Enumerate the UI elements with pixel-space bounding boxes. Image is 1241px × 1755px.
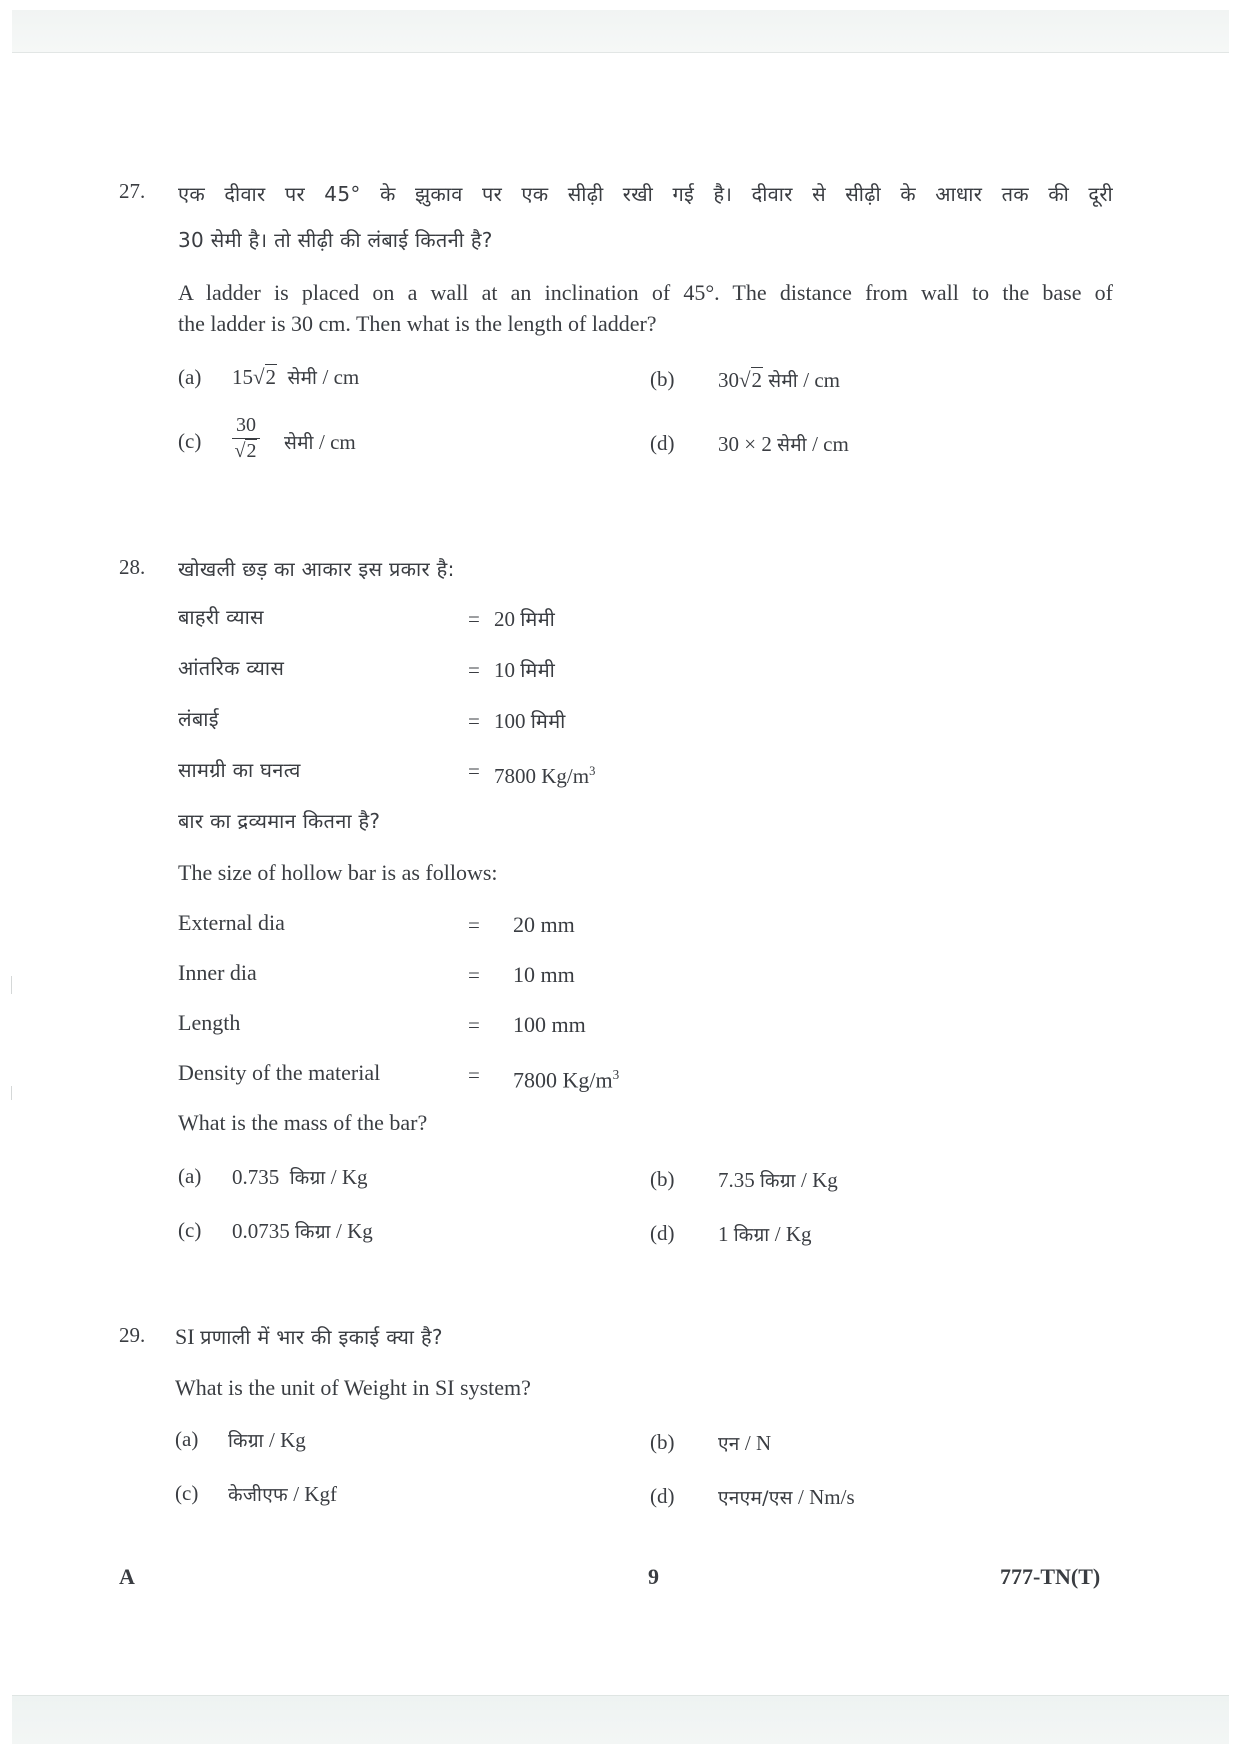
option-value [232, 1218, 373, 1244]
option-value [718, 1167, 838, 1193]
unit-hindi: सेमी [768, 370, 799, 392]
scan-artifact-mark [11, 976, 12, 994]
spec-equals: = [468, 607, 480, 631]
unit-english: / Kg [769, 1222, 812, 1246]
question-text-hindi [175, 1323, 443, 1351]
superscript: 3 [589, 764, 596, 778]
question-text-english: What is the unit of Weight in SI system? [175, 1375, 531, 1400]
expression: 30 × 2 [718, 432, 778, 456]
unit-english: / cm [317, 365, 360, 389]
spec-unit: मिमी [530, 709, 566, 733]
coefficient: 30 [718, 368, 739, 392]
spec-unit: मिमी [520, 607, 556, 631]
unit-english: / Kgf [287, 1482, 337, 1506]
option-label: (a) [175, 1427, 199, 1451]
paper-code: 777-TN(T) [1000, 1564, 1101, 1589]
option-label: (d) [650, 1221, 675, 1245]
spec-value [513, 1061, 619, 1094]
square-root: √2 [253, 365, 277, 389]
option-label: (d) [650, 1484, 675, 1508]
option-unit [284, 429, 356, 455]
superscript: 3 [612, 1067, 620, 1082]
question-text-english: What is the mass of the bar? [178, 1110, 428, 1135]
spec-value [494, 656, 555, 684]
option-value [232, 364, 359, 390]
spec-value: 100 mm [513, 1012, 586, 1037]
square-root: √2 [739, 368, 763, 392]
spec-number: 100 [494, 709, 531, 733]
scan-border-top [12, 10, 1229, 53]
spec-number: 10 [494, 658, 521, 682]
unit-hindi: किग्रा [295, 1221, 331, 1243]
question-text-hindi-line1: एक दीवार पर 45° के झुकाव पर एक सीढ़ी रखी गई है। दीवार से सीढ़ी के आधार तक की दूरी [178, 182, 1113, 206]
si-prefix: SI [175, 1324, 201, 1349]
spec-unit: मिमी [520, 658, 556, 682]
option-label: (b) [650, 367, 675, 391]
option-value [232, 1164, 368, 1190]
unit-hindi: किग्रा [760, 1170, 796, 1192]
option-value [228, 1427, 306, 1453]
unit-hindi: किग्रा [733, 1224, 770, 1246]
spec-value [494, 605, 555, 633]
unit-hindi: सेमी [777, 434, 807, 456]
spec-equals: = [468, 1063, 480, 1087]
unit-hindi: एनएम/एस [718, 1487, 793, 1509]
unit-english: / N [739, 1431, 772, 1455]
option-value [718, 431, 849, 457]
option-number: 0.0735 [232, 1219, 295, 1243]
spec-value [494, 707, 566, 735]
unit-hindi: केजीएफ [228, 1484, 288, 1506]
option-label: (b) [650, 1167, 675, 1191]
scan-border-bottom [12, 1695, 1229, 1744]
question-number: 28. [119, 555, 146, 579]
unit-hindi: किग्रा [228, 1430, 264, 1452]
unit-hindi: सेमी [284, 432, 314, 454]
spec-equals: = [468, 963, 480, 987]
radicand: 2 [751, 368, 763, 392]
fraction [232, 413, 260, 463]
option-number: 7.35 [718, 1168, 760, 1192]
option-label: (c) [178, 429, 202, 453]
question-number: 27. [119, 179, 146, 203]
option-label: (c) [175, 1481, 199, 1505]
option-number: 0.735 [232, 1165, 285, 1189]
scan-artifact-mark [11, 1086, 12, 1100]
unit-english: / cm [313, 430, 356, 454]
radicand: 2 [265, 365, 277, 389]
set-code: A [119, 1564, 135, 1589]
spec-number: 7800 Kg/m [494, 764, 590, 788]
spec-equals: = [468, 709, 480, 733]
option-value [718, 367, 840, 393]
radicand: 2 [246, 440, 257, 462]
hindi-text: प्रणाली में भार की इकाई क्या है? [200, 1325, 443, 1349]
unit-hindi: एन [718, 1433, 740, 1455]
question-text-hindi-line2: 30 सेमी है। तो सीढ़ी की लंबाई कितनी है? [178, 228, 493, 252]
option-label: (b) [650, 1430, 675, 1454]
spec-label: बाहरी व्यास [178, 605, 264, 629]
option-value [718, 1484, 855, 1510]
spec-label: आंतरिक व्यास [178, 656, 285, 680]
spec-number: 7800 Kg/m [513, 1067, 613, 1093]
option-label: (a) [178, 365, 202, 389]
unit-english: / Kg [795, 1168, 838, 1192]
unit-english: / Nm/s [792, 1485, 855, 1509]
spec-label: Length [178, 1010, 241, 1035]
unit-english: / cm [798, 368, 841, 392]
option-number: 1 [718, 1222, 734, 1246]
spec-label: External dia [178, 910, 285, 935]
spec-label: लंबाई [178, 707, 219, 731]
unit-english: / Kg [325, 1165, 368, 1189]
option-value [718, 1221, 812, 1247]
denominator: √2 [234, 440, 257, 462]
spec-equals: = [468, 1013, 480, 1037]
option-label: (a) [178, 1164, 202, 1188]
option-value [228, 1481, 337, 1507]
spec-equals: = [468, 913, 480, 937]
spec-label: Density of the material [178, 1060, 381, 1085]
option-label: (d) [650, 431, 675, 455]
page-number: 9 [648, 1564, 659, 1589]
unit-english: / Kg [263, 1428, 306, 1452]
question-intro-hindi: खोखली छड़ का आकार इस प्रकार है: [178, 557, 455, 581]
spec-value [494, 757, 595, 790]
numerator: 30 [232, 413, 260, 439]
spec-number: 20 [494, 607, 521, 631]
coefficient: 15 [232, 365, 253, 389]
spec-equals: = [468, 759, 480, 783]
spec-value: 10 mm [513, 962, 575, 987]
question-intro-english: The size of hollow bar is as follows: [178, 860, 498, 885]
unit-english: / cm [806, 432, 849, 456]
option-label: (c) [178, 1218, 202, 1242]
question-text-english-line2: the ladder is 30 cm. Then what is the length of ladder? [178, 311, 657, 336]
unit-hindi: सेमी [287, 367, 318, 389]
spec-label: सामग्री का घनत्व [178, 758, 301, 782]
option-value [718, 1430, 771, 1456]
unit-hindi: किग्रा [289, 1167, 326, 1189]
unit-english: / Kg [330, 1219, 373, 1243]
question-number: 29. [119, 1323, 146, 1347]
spec-label: Inner dia [178, 960, 257, 985]
spec-equals: = [468, 658, 480, 682]
question-text-english-line1: A ladder is placed on a wall at an inclination of 45°. The distance from wall to the base of [178, 280, 1113, 305]
spec-value: 20 mm [513, 912, 575, 937]
question-text-hindi: बार का द्रव्यमान कितना है? [178, 809, 381, 833]
